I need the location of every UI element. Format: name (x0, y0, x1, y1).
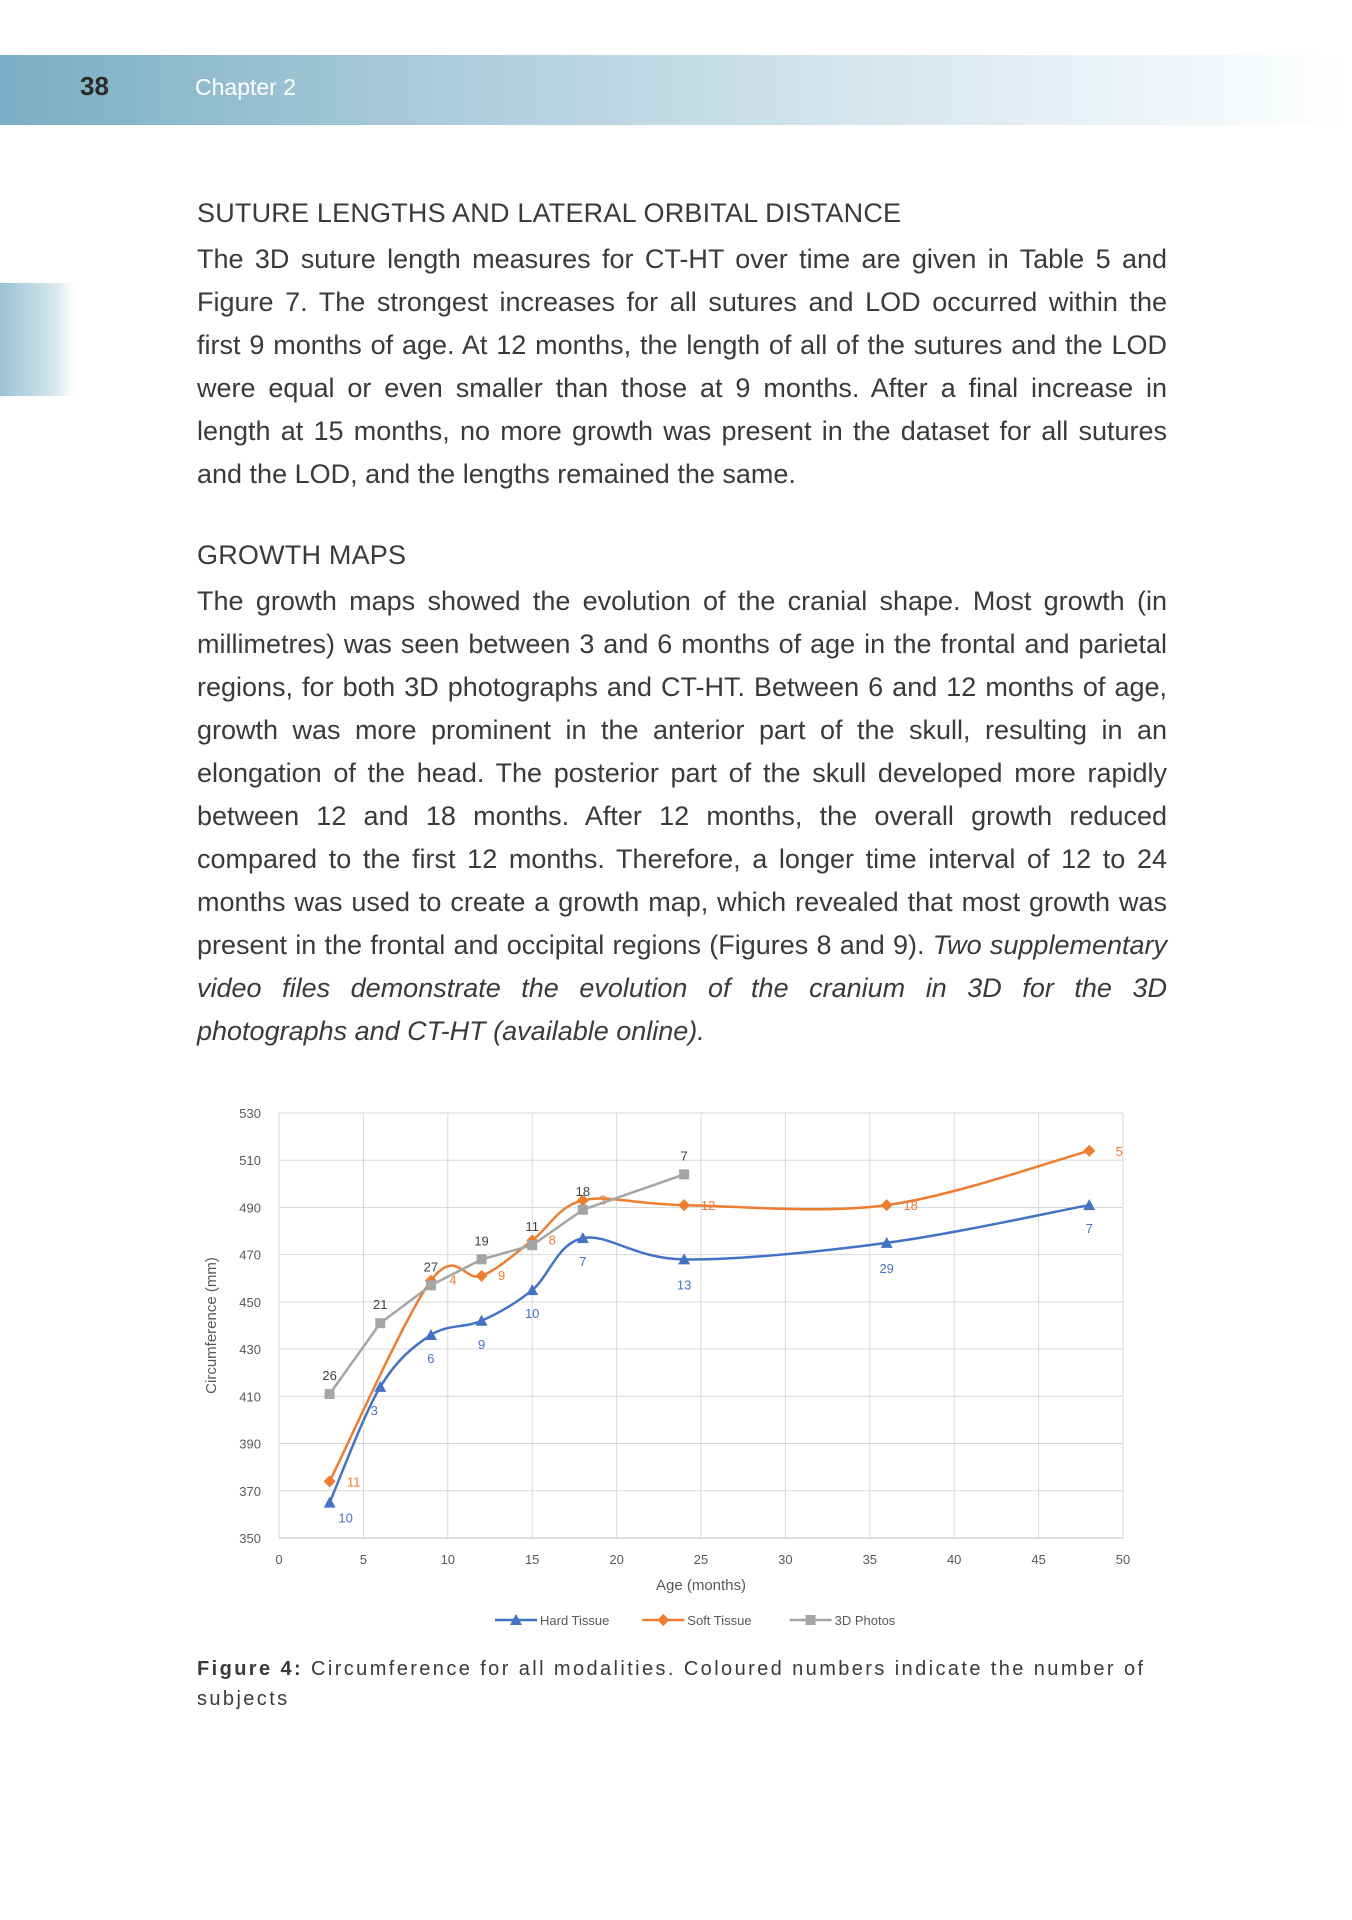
hard-tissue-point (1083, 1199, 1095, 1210)
legend-3d-photos-label: 3D Photos (834, 1613, 896, 1628)
x-tick-label: 40 (946, 1552, 962, 1567)
hard-tissue-data-label: 7 (1085, 1221, 1093, 1237)
soft-tissue-data-label: 5 (1115, 1143, 1123, 1159)
y-tick-label: 530 (239, 1106, 261, 1121)
3d-photos-data-label: 11 (525, 1219, 539, 1235)
hard-tissue-data-label: 10 (338, 1510, 353, 1526)
soft-tissue-data-label: 18 (903, 1198, 918, 1214)
x-tick-label: 10 (440, 1552, 456, 1567)
x-tick-label: 50 (1115, 1552, 1131, 1567)
3d-photos-point (325, 1389, 335, 1399)
page-number: 38 (80, 71, 109, 101)
soft-tissue-data-label: 11 (346, 1474, 361, 1490)
chart-svg (190, 1100, 1140, 1660)
hard-tissue-data-label: 6 (427, 1350, 435, 1366)
y-tick-label: 450 (239, 1294, 261, 1310)
x-tick-label: 15 (524, 1552, 540, 1567)
3d-photos-point (527, 1240, 537, 1250)
x-tick-label: 45 (1031, 1552, 1046, 1567)
hard-tissue-data-label: 7 (579, 1254, 587, 1270)
y-tick-label: 390 (239, 1436, 261, 1452)
section-paragraph-growth-maps (197, 580, 1167, 1053)
soft-tissue-point (1083, 1145, 1095, 1157)
caption-label: Figure 4: (197, 1658, 304, 1680)
y-tick-label: 370 (239, 1483, 261, 1499)
3d-photos-data-label: 7 (680, 1148, 688, 1164)
x-axis-title: Age (months) (655, 1577, 747, 1594)
soft-tissue-data-label: 4 (449, 1272, 457, 1288)
section-paragraph-suture-lengths: The 3D suture length measures for CT-HT over time are given in Table 5 and Figure 7. The strongest increases for all sutures and LOD occurred within the first 9 months of age. At 12 months, the length of all of the sutures and the LOD were equal or even smaller than those at 9 months. After a final increase in length at 15 months, no more growth was present in the dataset for all sutures and the LOD, and the lengths remained the same. (197, 244, 1167, 489)
y-tick-label: 430 (239, 1342, 261, 1358)
hard-tissue-data-label: 9 (477, 1336, 486, 1352)
3d-photos-point (426, 1280, 436, 1290)
3d-photos-point (477, 1254, 487, 1264)
hard-tissue-point (476, 1315, 488, 1326)
hard-tissue-data-label: 13 (676, 1277, 692, 1293)
side-tab (0, 283, 75, 396)
x-tick-label: 5 (359, 1552, 368, 1567)
chapter-label: Chapter 2 (195, 74, 297, 100)
soft-tissue-point (881, 1199, 893, 1211)
soft-tissue-data-label: 3 (599, 1192, 607, 1208)
3d-photos-data-label: 21 (373, 1297, 388, 1313)
legend-soft-tissue-label: Soft Tissue (687, 1613, 752, 1628)
soft-tissue-point (476, 1270, 488, 1282)
section-heading-growth-maps: GROWTH MAPS (197, 540, 407, 570)
hard-tissue-line (330, 1205, 1090, 1503)
3d-photos-data-label: 19 (474, 1233, 489, 1249)
3d-photos-point (578, 1205, 588, 1215)
soft-tissue-point (324, 1475, 336, 1487)
3d-photos-point (679, 1169, 689, 1179)
soft-tissue-point (678, 1199, 690, 1211)
y-tick-label: 510 (239, 1153, 261, 1169)
x-tick-label: 20 (609, 1552, 624, 1567)
growth-maps-italic-text: Two supplementary video files demonstrate the evolution of the cranium in 3D for the 3D photographs and CT-HT (available online). (197, 930, 1167, 1046)
3d-photos-data-label: 18 (575, 1183, 591, 1199)
soft-tissue-data-label: 8 (548, 1232, 556, 1248)
3d-photos-point (375, 1318, 385, 1328)
3d-photos-data-label: 27 (423, 1259, 439, 1275)
y-tick-label: 350 (239, 1531, 261, 1546)
x-tick-label: 25 (693, 1552, 709, 1567)
soft-tissue-data-label: 9 (497, 1267, 506, 1283)
circumference-chart (190, 1100, 1140, 1660)
hard-tissue-point (324, 1497, 336, 1508)
x-tick-label: 35 (862, 1552, 878, 1567)
section-heading-suture-lengths: SUTURE LENGTHS AND LATERAL ORBITAL DISTANCE (197, 198, 902, 228)
caption-text: Circumference for all modalities. Coloured numbers indicate the number of subjects (197, 1658, 1146, 1710)
soft-tissue-data-label: 12 (700, 1198, 716, 1214)
legend-hard-tissue-label: Hard Tissue (540, 1613, 610, 1628)
x-tick-label: 30 (778, 1552, 793, 1567)
y-axis-title: Circumference (mm) (203, 1257, 220, 1394)
legend-soft-tissue-marker (657, 1614, 669, 1626)
growth-maps-text: The growth maps showed the evolution of the cranial shape. Most growth (in millimetres) was seen between 3 and 6 months of age in the frontal and parietal regions, for both 3D photographs and CT-HT. Between 6 and 12 months of age, growth was more prominent in the anterior part of the skull, resulting in an elongation of the head. The posterior part of the skull developed more rapidly between 12 and 18 months. After 12 months, the overall growth reduced compared to the first 12 months. Therefore, a longer time interval of 12 to 24 months was used to create a growth map, which revealed that most growth was present in the frontal and occipital regions (Figures 8 and 9). (197, 586, 1167, 960)
y-tick-label: 490 (239, 1200, 261, 1216)
hard-tissue-data-label: 29 (879, 1260, 894, 1276)
y-tick-label: 410 (239, 1389, 261, 1405)
hard-tissue-data-label: 10 (524, 1306, 540, 1322)
3d-photos-data-label: 26 (322, 1367, 337, 1383)
y-tick-label: 470 (239, 1247, 261, 1263)
legend-3d-photos-marker (806, 1615, 816, 1625)
hard-tissue-data-label: 3 (370, 1402, 378, 1418)
figure-caption (197, 1654, 1167, 1714)
x-tick-label: 0 (275, 1552, 283, 1567)
hard-tissue-point (425, 1329, 437, 1340)
